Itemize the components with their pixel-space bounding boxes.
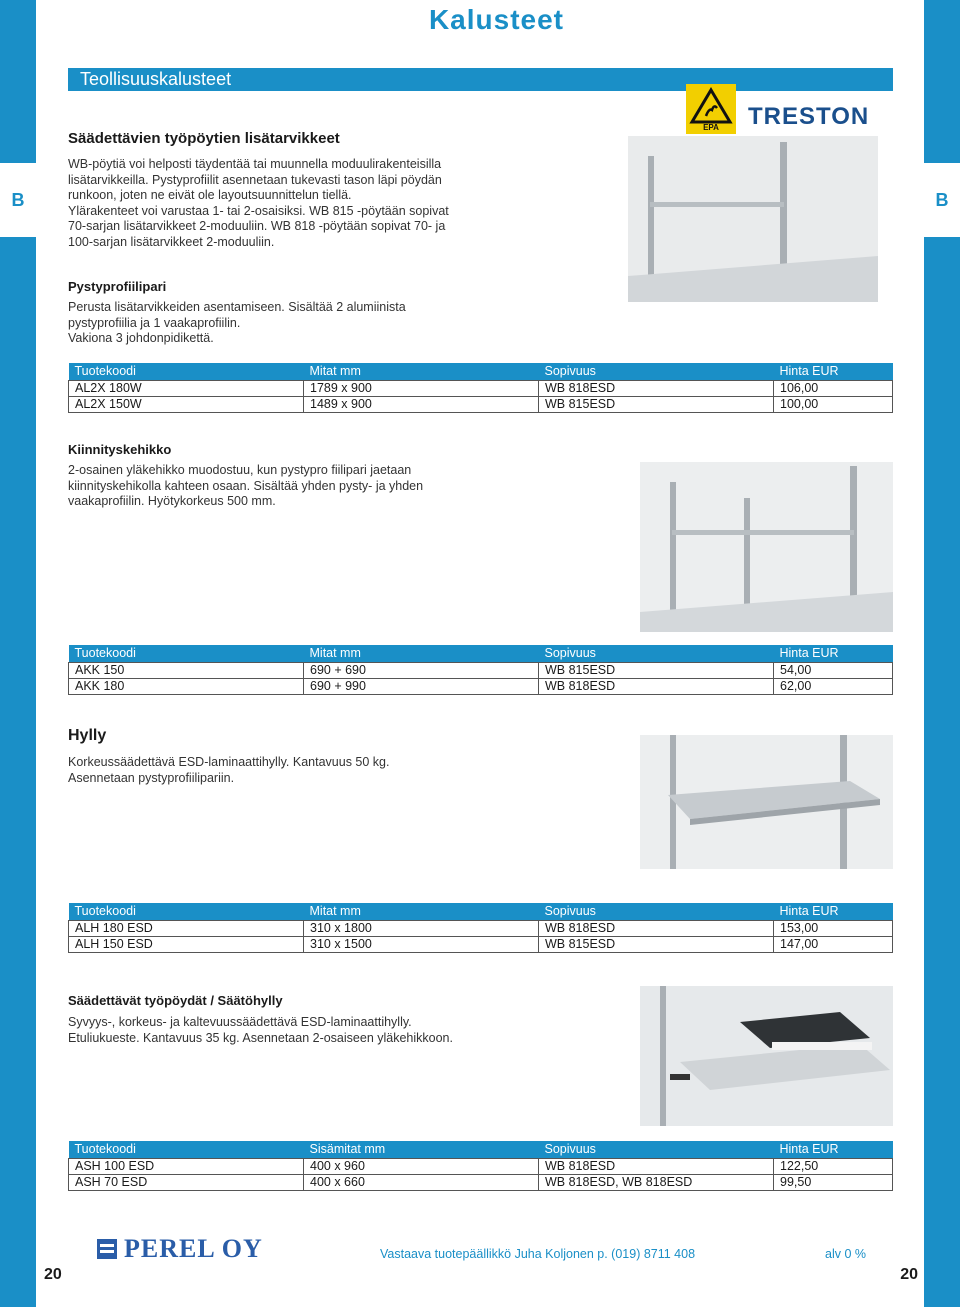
table-row <box>69 936 893 952</box>
section-title: Teollisuuskalusteet <box>68 68 893 91</box>
table-cell: 1789 x 900 <box>304 380 539 396</box>
page-title: Kalusteet <box>428 4 564 35</box>
product-heading: Säädettävät työpöydät / Säätöhylly <box>68 993 283 1008</box>
table-header: Sopivuus <box>539 363 774 380</box>
table-cell: 100,00 <box>774 396 893 412</box>
table-cell: ALH 180 ESD <box>69 920 304 936</box>
table-cell: WB 818ESD <box>539 920 774 936</box>
company-name: PEREL OY <box>124 1234 263 1263</box>
table-cell: WB 815ESD <box>539 936 774 952</box>
table-cell: WB 815ESD <box>539 396 774 412</box>
table-header: Sopivuus <box>539 903 774 920</box>
table-row <box>69 662 893 678</box>
table-row <box>69 380 893 396</box>
table-header: Tuotekoodi <box>69 903 304 920</box>
intro-text: WB-pöytiä voi helposti täydentää tai muunnella moduulirakenteisilla lisätarvikkeilla. Pystyprofiilit asennetaan tukevasti tason läpi pöydän runkoon, joten ne eivät ole layoutsuunnittelun tiellä. Ylärakenteet voi varustaa 1- tai 2-osaisiksi. WB 815 -pöytään sopivat 70-sarjan lisätarvikkeet 2-moduuliin. WB 818 -pöytään sopivat 70- ja 100-sarjan lisätarvikkeet 2-moduuliin. <box>68 157 449 249</box>
company-logo <box>96 1234 263 1264</box>
product-image-pystyprofiilipari <box>628 136 878 302</box>
table-cell: AL2X 150W <box>69 396 304 412</box>
table-cell: 54,00 <box>774 662 893 678</box>
table-cell: ASH 70 ESD <box>69 1174 304 1190</box>
table-header: Tuotekoodi <box>69 363 304 380</box>
table-header-row <box>69 903 893 920</box>
product-image-kiinnityskehikko <box>640 462 893 632</box>
product-table <box>68 1141 893 1191</box>
product-text: 2-osainen yläkehikko muodostuu, kun pystypro fiilipari jaetaan kiinnityskehikolla kahteen osaan. Sisältää yhden pysty- ja yhden vaakaprofiilin. Hyötykorkeus 500 mm. <box>68 463 424 508</box>
product-image-hylly <box>640 735 893 869</box>
table-cell: WB 818ESD <box>539 1158 774 1174</box>
table-header-row <box>69 363 893 380</box>
intro-heading: Säädettävien työpöytien lisätarvikkeet <box>68 130 340 147</box>
table-cell: AKK 150 <box>69 662 304 678</box>
section-tab-right: B <box>924 163 960 237</box>
table-row <box>69 678 893 694</box>
table-header: Hinta EUR <box>774 1141 893 1158</box>
table-header: Sopivuus <box>539 1141 774 1158</box>
product-text: Syvyys-, korkeus- ja kaltevuussäädettävä ESD-laminaattihylly. Etuliukueste. Kantavuus 35 kg. Asennetaan 2-osaiseen yläkehikkoon. <box>68 1015 453 1045</box>
table-header: Mitat mm <box>304 363 539 380</box>
table-header: Sopivuus <box>539 645 774 662</box>
table-header-row <box>69 1141 893 1158</box>
product-table <box>68 645 893 695</box>
table-cell: 153,00 <box>774 920 893 936</box>
product-heading: Hylly <box>68 727 107 744</box>
table-cell: WB 815ESD <box>539 662 774 678</box>
product-table <box>68 363 893 413</box>
table-cell: 122,50 <box>774 1158 893 1174</box>
product-heading: Kiinnityskehikko <box>68 442 172 457</box>
table-cell: WB 818ESD <box>539 678 774 694</box>
product-text: Perusta lisätarvikkeiden asentamiseen. Sisältää 2 alumiinista pystyprofiilia ja 1 vaakaprofiilin. Vakiona 3 johdonpidikettä. <box>68 300 406 345</box>
table-cell: 62,00 <box>774 678 893 694</box>
table-row <box>69 1174 893 1190</box>
table-row <box>69 920 893 936</box>
table-cell: 147,00 <box>774 936 893 952</box>
table-header: Hinta EUR <box>774 363 893 380</box>
table-row <box>69 1158 893 1174</box>
product-heading: Pystyprofiilipari <box>68 279 167 294</box>
product-image-saatohylly <box>640 986 893 1126</box>
table-header: Sisämitat mm <box>304 1141 539 1158</box>
page-number-left: 20 <box>44 1266 62 1283</box>
table-cell: 106,00 <box>774 380 893 396</box>
company-emblem-icon <box>96 1238 118 1260</box>
table-header: Tuotekoodi <box>69 645 304 662</box>
treston-logo: TRESTON <box>748 103 870 130</box>
table-cell: 690 + 990 <box>304 678 539 694</box>
table-cell: 400 x 660 <box>304 1174 539 1190</box>
section-tab-left: B <box>0 163 36 237</box>
table-header: Hinta EUR <box>774 645 893 662</box>
table-cell: 99,50 <box>774 1174 893 1190</box>
table-cell: AKK 180 <box>69 678 304 694</box>
product-table <box>68 903 893 953</box>
table-cell: WB 818ESD, WB 818ESD <box>539 1174 774 1190</box>
epa-label: EPA <box>703 123 719 132</box>
table-row <box>69 396 893 412</box>
table-header: Mitat mm <box>304 645 539 662</box>
footer-vat: alv 0 % <box>825 1247 866 1261</box>
table-cell: 310 x 1500 <box>304 936 539 952</box>
table-cell: 400 x 960 <box>304 1158 539 1174</box>
footer-contact: Vastaava tuotepäällikkö Juha Koljonen p. (019) 8711 408 <box>380 1247 696 1261</box>
table-cell: 690 + 690 <box>304 662 539 678</box>
table-cell: AL2X 180W <box>69 380 304 396</box>
table-cell: ALH 150 ESD <box>69 936 304 952</box>
table-cell: 1489 x 900 <box>304 396 539 412</box>
epa-logo <box>686 84 736 134</box>
table-header: Hinta EUR <box>774 903 893 920</box>
table-header-row <box>69 645 893 662</box>
table-header: Mitat mm <box>304 903 539 920</box>
page-number-right: 20 <box>900 1266 918 1283</box>
table-cell: ASH 100 ESD <box>69 1158 304 1174</box>
table-cell: 310 x 1800 <box>304 920 539 936</box>
product-text: Korkeussäädettävä ESD-laminaattihylly. Kantavuus 50 kg. Asennetaan pystyprofiilipariin. <box>68 755 390 785</box>
table-header: Tuotekoodi <box>69 1141 304 1158</box>
table-cell: WB 818ESD <box>539 380 774 396</box>
